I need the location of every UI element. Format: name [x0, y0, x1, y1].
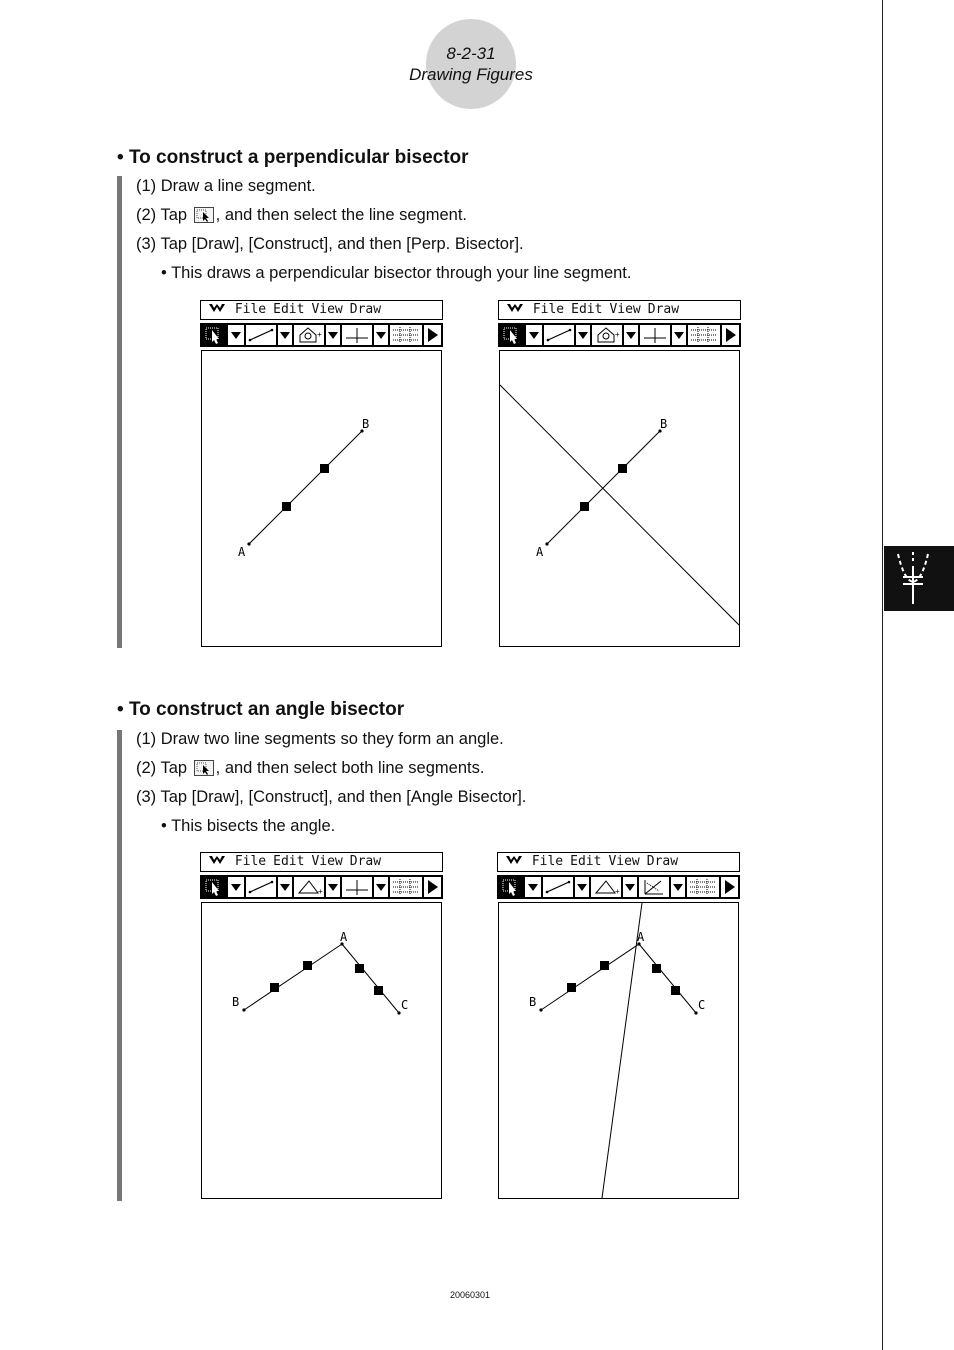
label-c: C: [698, 998, 706, 1012]
svg-text:+: +: [318, 887, 323, 896]
toolbar: [497, 875, 740, 899]
menu-bar: [200, 852, 443, 872]
menu-file[interactable]: File: [532, 302, 565, 317]
menu-view[interactable]: View: [609, 302, 641, 317]
menu-draw[interactable]: Draw: [646, 854, 679, 869]
label-a: A: [637, 930, 645, 944]
menu-icon[interactable]: [505, 302, 525, 314]
selection-handle: [580, 502, 589, 511]
svg-text:+: +: [615, 887, 620, 896]
footer-code: 20060301: [449, 1290, 491, 1300]
margin-rule: [882, 0, 883, 1350]
label-b: B: [362, 417, 370, 431]
toolbar: [498, 323, 741, 347]
section-2-step-2: (2) Tap , and then select both line segments.: [136, 759, 485, 777]
label-c: C: [401, 998, 409, 1012]
selection-handle: [618, 464, 627, 473]
select-tool-button[interactable]: [499, 877, 523, 897]
header-circle: [426, 19, 516, 109]
section-2-note: • This bisects the angle.: [161, 817, 336, 835]
menu-edit[interactable]: Edit: [273, 854, 305, 869]
toolbar: [200, 323, 443, 347]
label-b: B: [232, 995, 240, 1009]
menu-file[interactable]: File: [234, 302, 267, 317]
segment-ac: [342, 944, 399, 1013]
menu-bar: [497, 852, 740, 872]
section-1-heading: • To construct a perpendicular bisector: [117, 147, 469, 168]
select-tool-icon: [194, 207, 214, 223]
label-a: A: [536, 545, 544, 559]
page-number: 8-2-31: [446, 44, 496, 63]
menu-icon[interactable]: [207, 854, 227, 866]
section-2-sidebar: [117, 730, 122, 1201]
section-1-sidebar: [117, 176, 122, 648]
section-1-step-2: (2) Tap , and then select the line segment.: [136, 206, 467, 224]
perpendicular-bisector-line: [500, 385, 739, 625]
menu-view[interactable]: View: [608, 854, 640, 869]
selection-handle: [270, 983, 279, 992]
select-tool-button[interactable]: [202, 325, 226, 345]
section-title: Drawing Figures: [409, 65, 533, 84]
geometry-canvas[interactable]: [499, 350, 740, 647]
menu-draw[interactable]: Draw: [349, 854, 382, 869]
svg-text:+: +: [317, 330, 322, 339]
selection-handle: [567, 983, 576, 992]
menu-icon[interactable]: [207, 302, 227, 314]
menu-edit[interactable]: Edit: [570, 854, 602, 869]
menu-file[interactable]: File: [234, 854, 267, 869]
menu-draw[interactable]: Draw: [647, 302, 680, 317]
segment-ab: [244, 944, 342, 1010]
label-b: B: [529, 995, 537, 1009]
select-tool-button[interactable]: [202, 877, 226, 897]
bullet: •: [117, 147, 124, 168]
segment-ab: [547, 431, 660, 544]
selection-handle: [355, 964, 364, 973]
chapter-tab: [884, 546, 954, 611]
label-a: A: [238, 545, 246, 559]
bullet: •: [117, 699, 124, 720]
menu-bar: [498, 300, 741, 320]
menu-file[interactable]: File: [531, 854, 564, 869]
menu-bar: [200, 300, 443, 320]
svg-text:+: +: [615, 330, 620, 339]
selection-handle: [671, 986, 680, 995]
geometry-canvas[interactable]: [201, 902, 442, 1199]
point-a: [545, 542, 548, 545]
geometry-chapter-icon: [884, 546, 954, 611]
geometry-canvas[interactable]: [498, 902, 739, 1199]
menu-view[interactable]: View: [311, 302, 343, 317]
menu-icon[interactable]: [504, 854, 524, 866]
toolbar: [200, 875, 443, 899]
section-2-heading: • To construct an angle bisector: [117, 699, 405, 720]
segment-ac: [639, 944, 696, 1013]
section-1-step-3: (3) Tap [Draw], [Construct], and then [Perp. Bisector].: [136, 235, 524, 253]
label-b: B: [660, 417, 668, 431]
section-1-step-1: (1) Draw a line segment.: [136, 177, 316, 195]
geometry-canvas[interactable]: [201, 350, 442, 647]
selection-handle: [303, 961, 312, 970]
select-tool-icon: [194, 760, 214, 776]
label-a: A: [340, 930, 348, 944]
angle-bisector-line: [602, 903, 642, 1198]
menu-view[interactable]: View: [311, 854, 343, 869]
section-2-step-3: (3) Tap [Draw], [Construct], and then [Angle Bisector].: [136, 788, 527, 806]
menu-edit[interactable]: Edit: [273, 302, 305, 317]
selection-handle: [652, 964, 661, 973]
selection-handle: [374, 986, 383, 995]
segment-ab: [249, 431, 362, 544]
point-a: [247, 542, 250, 545]
point-b: [242, 1008, 245, 1011]
segment-ab: [541, 944, 639, 1010]
selection-handle: [320, 464, 329, 473]
selection-handle: [282, 502, 291, 511]
section-1-note: • This draws a perpendicular bisector through your line segment.: [161, 264, 632, 282]
select-tool-button[interactable]: [500, 325, 524, 345]
section-2-step-1: (1) Draw two line segments so they form an angle.: [136, 730, 504, 748]
point-b: [539, 1008, 542, 1011]
selection-handle: [600, 961, 609, 970]
menu-draw[interactable]: Draw: [349, 302, 382, 317]
menu-edit[interactable]: Edit: [571, 302, 603, 317]
